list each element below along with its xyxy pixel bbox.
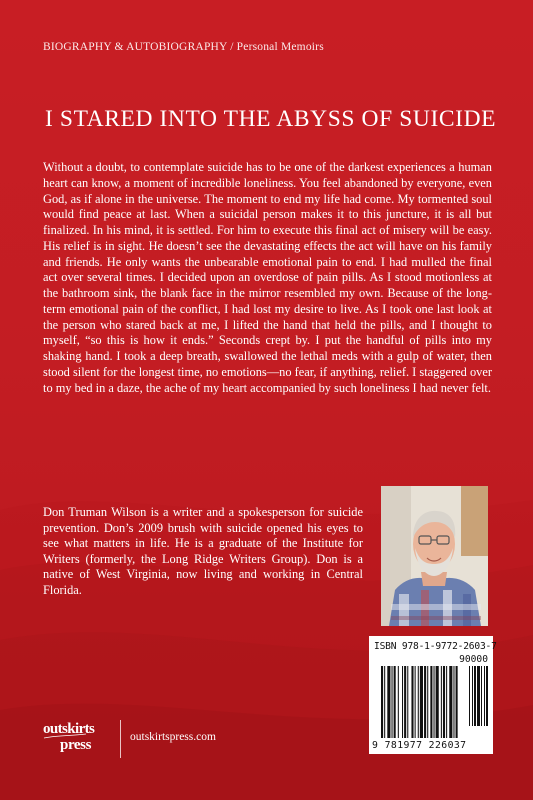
barcode-digits: 9 781977 226037 bbox=[372, 740, 467, 751]
author-bio: Don Truman Wilson is a writer and a spokesperson for suicide prevention. Don’s 2009 brush with suicide opened his eyes to see what matters in life. He is a graduate of the Institute for Writers (formerly, the Long Ridge Writers Group). Don is a native of West Virginia, now living and working in Central Florida. bbox=[43, 505, 363, 597]
isbn-label: ISBN 978-1-9772-2603-7 bbox=[374, 641, 497, 652]
author-photo bbox=[381, 486, 488, 626]
isbn-barcode bbox=[369, 636, 497, 754]
barcode-bars bbox=[369, 636, 497, 754]
logo-divider bbox=[120, 720, 121, 758]
book-excerpt: Without a doubt, to contemplate suicide has to be one of the darkest experiences a human heart can know, a moment of incredible loneliness. You feel abandoned by everyone, even God, as if alone in the universe. The moment to end my life had come. My tormented soul would find peace at last. When a suicidal person makes it to this juncture, it is all but finalized. In his mind, it is settled. For him to execute this final act of misery will be easy. His relief is in sight. He doesn’t see the devastating effects the act will have on his family and friends. He only wants the unbearable emotional pain to end. I had mulled the final act over several times. I decided upon an overdose of pain pills. As I stood motionless at the bathroom sink, the blank face in the mirror resembled my own. Because of the long-term emotional pain of the conflict, I had lost my desire to live. As I took one last look at the person who stared back at me, I lifted the hand that held the pills, and I thought to myself, “so this is how it ends.” Seconds crept by. I put the handful of pills into my shaking hand. I took a deep breath, swallowed the lethal meds with a gulp of water, then stood silent for the longest time, no emotions—no fear, if anything, relief. I staggered over to my bed in a daze, the ache of my heart accompanied by such loneliness I had never felt. bbox=[43, 160, 492, 395]
publisher-logo-line2: press bbox=[60, 737, 92, 753]
publisher-logo bbox=[42, 716, 112, 756]
price-code: 90000 bbox=[459, 654, 488, 665]
headline: I STARED INTO THE ABYSS OF SUICIDE bbox=[45, 106, 497, 132]
category-label: BIOGRAPHY & AUTOBIOGRAPHY / Personal Memoirs bbox=[43, 41, 324, 53]
publisher-website[interactable]: outskirtspress.com bbox=[130, 731, 216, 743]
publisher-logo-line1: outskirts bbox=[43, 721, 95, 737]
